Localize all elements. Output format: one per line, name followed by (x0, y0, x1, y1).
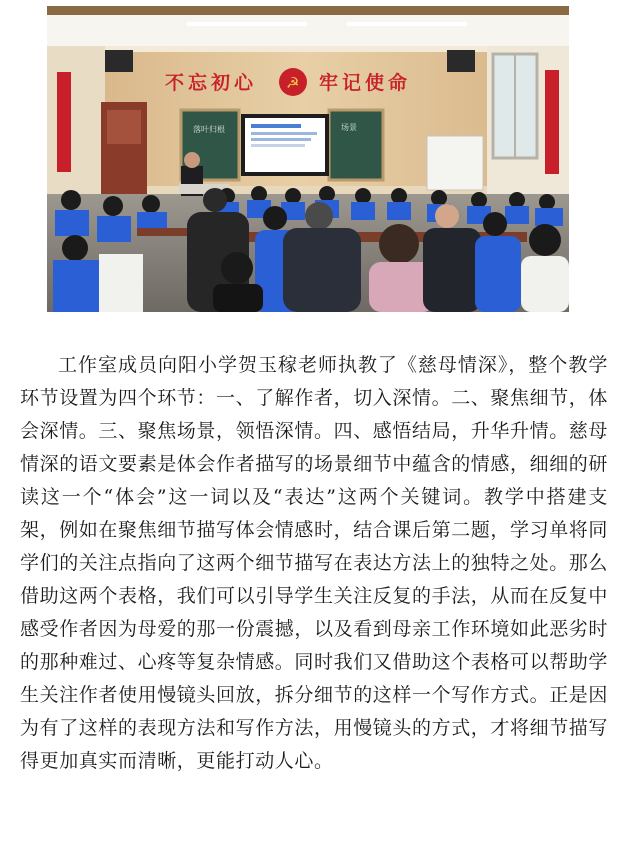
blackboard-right-text: 场景 (341, 123, 357, 132)
ceiling-light (347, 22, 467, 26)
door-panel (107, 110, 141, 144)
student-white-shirt (99, 254, 143, 312)
banner-right-text: 牢记使命 (319, 72, 412, 94)
classroom-scene (47, 6, 569, 312)
cabinet (427, 136, 483, 190)
blackboard-left-text: 落叶归根 (193, 125, 225, 134)
classroom-photo (47, 6, 569, 312)
ceiling-light (187, 22, 307, 26)
banner-left-text: 不忘初心 (165, 72, 258, 94)
speaker-left (105, 50, 133, 72)
ceiling-trim (47, 6, 569, 15)
article-paragraph: 工作室成员向阳小学贺玉稼老师执教了《慈母情深》，整个教学环节设置为四个环节：一、了解作者，切入深情。二、聚焦细节，体会深情。三、聚焦场景，领悟深情。四、感悟结局，升华升情。慈母情深的语文要素是体会作者描写的场景细节中蕴含的情感，细细的研读这一个“体会”这一词以及“表达”这两个关键词。教学中搭建支架，例如在聚焦细节描写体会情感时，结合课后第二题，学习单将同学们的关注点指向了这两个细节描写在表达方法上的独特之处。那么借助这两个表格，我们可以引导学生关注反复的手法，从而在反复中感受作者因为母爱的那一份震撼，以及看到母亲工作环境如此恶劣时的那种难过、心疼等复杂情感。同时我们又借助这个表格可以帮助学生关注作者使用慢镜头回放，拆分细节的这样一个写作方式。正是因为有了这样的表现方法和写作方法，用慢镜头的方式，才将细节描写得更加真实而清晰，更能打动人心。 (20, 354, 609, 772)
wall-poster-left (57, 72, 71, 172)
emblem-icon: ☭ (286, 74, 300, 92)
speaker-right (447, 50, 475, 72)
teacher-head (184, 152, 200, 168)
wall-poster-right (545, 70, 559, 174)
blackboard-right (329, 110, 383, 180)
